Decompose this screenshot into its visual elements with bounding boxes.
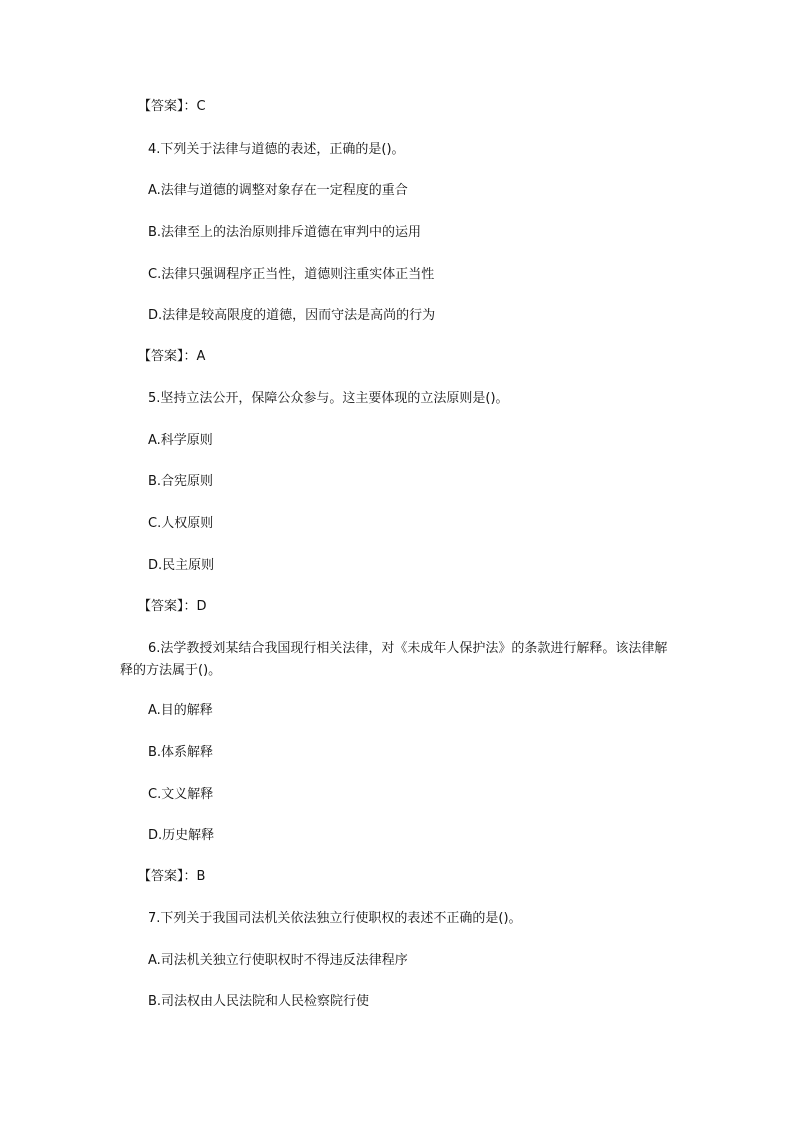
question-6-option-a: A.目的解释 <box>148 703 213 718</box>
answer-q6: 【答案】：B <box>138 869 206 884</box>
question-5-option-b: B.合宪原则 <box>148 474 214 489</box>
question-5-stem: 5.坚持立法公开，保障公众参与。这主要体现的立法原则是()。 <box>148 391 509 406</box>
question-6-option-b: B.体系解释 <box>148 745 214 760</box>
question-7-option-a: A.司法机关独立行使职权时不得违反法律程序 <box>148 953 408 968</box>
question-6-option-d: D.历史解释 <box>148 828 215 843</box>
answer-q4: 【答案】：A <box>138 349 206 364</box>
question-4-option-a: A.法律与道德的调整对象存在一定程度的重合 <box>148 183 408 198</box>
question-4-option-c: C.法律只强调程序正当性，道德则注重实体正当性 <box>148 267 435 282</box>
question-7-option-b: B.司法权由人民法院和人民检察院行使 <box>148 994 370 1009</box>
question-6-option-c: C.文义解释 <box>148 787 214 802</box>
question-5-option-a: A.科学原则 <box>148 433 213 448</box>
question-5-option-c: C.人权原则 <box>148 516 214 531</box>
question-6-stem: 6.法学教授刘某结合我国现行相关法律，对《未成年人保护法》的条款进行解释。该法律解释的方法属于()。 <box>120 641 668 678</box>
question-4-option-d: D.法律是较高限度的道德，因而守法是高尚的行为 <box>148 308 436 323</box>
answer-q5: 【答案】：D <box>138 599 207 614</box>
question-4-option-b: B.法律至上的法治原则排斥道德在审判中的运用 <box>148 225 422 240</box>
question-4-stem: 4.下列关于法律与道德的表述，正确的是()。 <box>148 142 405 157</box>
answer-q3: 【答案】：C <box>138 99 206 114</box>
question-5-option-d: D.民主原则 <box>148 558 215 573</box>
question-7-stem: 7.下列关于我国司法机关依法独立行使职权的表述不正确的是()。 <box>148 911 522 926</box>
